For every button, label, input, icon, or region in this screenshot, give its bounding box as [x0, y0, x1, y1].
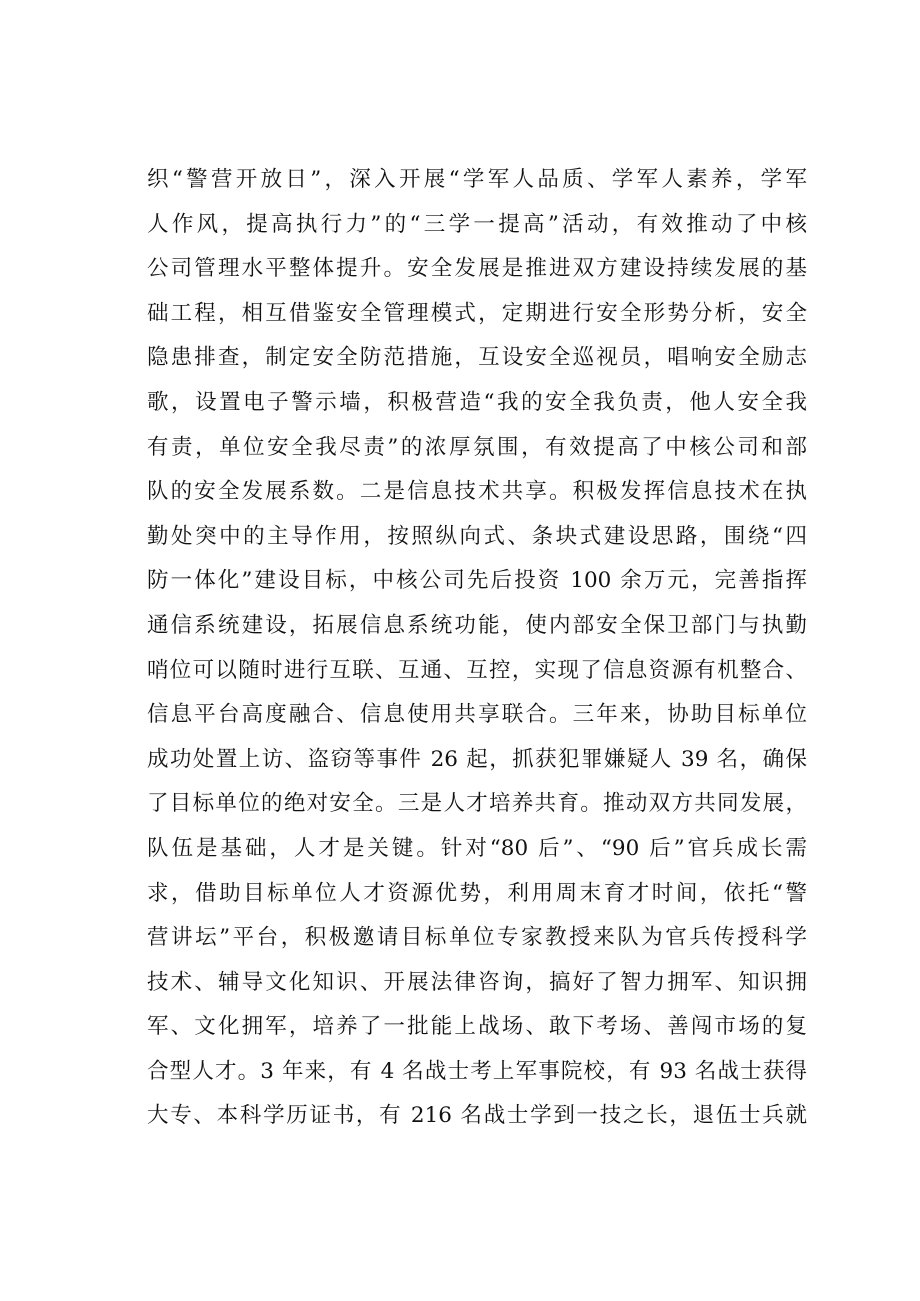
text-line: 军、文化拥军，培养了一批能上战场、敢下考场、善闯市场的复 — [147, 1014, 807, 1040]
text-line: 通信系统建设，拓展信息系统功能，使内部安全保卫部门与执勤 — [147, 612, 807, 638]
text-line: 大专、本科学历证书，有 216 名战士学到一技之长，退伍士兵就 — [147, 1103, 807, 1129]
text-line: 织“警营开放日”，深入开展“学军人品质、学军人素养，学军 — [147, 167, 807, 192]
text-line: 了目标单位的绝对安全。三是人才培养共育。推动双方共同发展， — [147, 791, 807, 817]
text-line: 公司管理水平整体提升。安全发展是推进双方建设持续发展的基 — [147, 256, 807, 282]
text-line: 哨位可以随时进行互联、互通、互控，实现了信息资源有机整合、 — [147, 657, 807, 683]
text-line: 队伍是基础，人才是关键。针对“80 后”、“90 后”官兵成长需 — [147, 835, 807, 861]
text-line: 有责，单位安全我尽责”的浓厚氛围，有效提高了中核公司和部 — [147, 434, 807, 460]
body-text — [147, 158, 807, 1139]
text-line: 信息平台高度融合、信息使用共享联合。三年来，协助目标单位 — [147, 702, 807, 728]
text-line: 人作风，提高执行力”的“三学一提高”活动，有效推动了中核 — [147, 211, 807, 237]
text-line: 成功处置上访、盗窃等事件 26 起，抓获犯罪嫌疑人 39 名，确保 — [147, 746, 807, 772]
text-line: 求，借助目标单位人才资源优势，利用周末育才时间，依托“警 — [147, 880, 807, 906]
text-line: 营讲坛”平台，积极邀请目标单位专家教授来队为官兵传授科学 — [147, 925, 807, 951]
text-line: 合型人才。3 年来，有 4 名战士考上军事院校，有 93 名战士获得 — [147, 1058, 807, 1084]
text-line: 歌，设置电子警示墙，积极营造“我的安全我负责，他人安全我 — [147, 389, 807, 415]
text-line: 队的安全发展系数。二是信息技术共享。积极发挥信息技术在执 — [147, 479, 807, 505]
text-line: 勤处突中的主导作用，按照纵向式、条块式建设思路，围绕“四 — [147, 523, 807, 549]
text-line: 技术、辅导文化知识、开展法律咨询，搞好了智力拥军、知识拥 — [147, 969, 807, 995]
text-line: 防一体化”建设目标，中核公司先后投资 100 余万元，完善指挥 — [147, 568, 807, 594]
text-line: 隐患排查，制定安全防范措施，互设安全巡视员，唱响安全励志 — [147, 345, 807, 371]
text-line: 础工程，相互借鉴安全管理模式，定期进行安全形势分析，安全 — [147, 300, 807, 326]
